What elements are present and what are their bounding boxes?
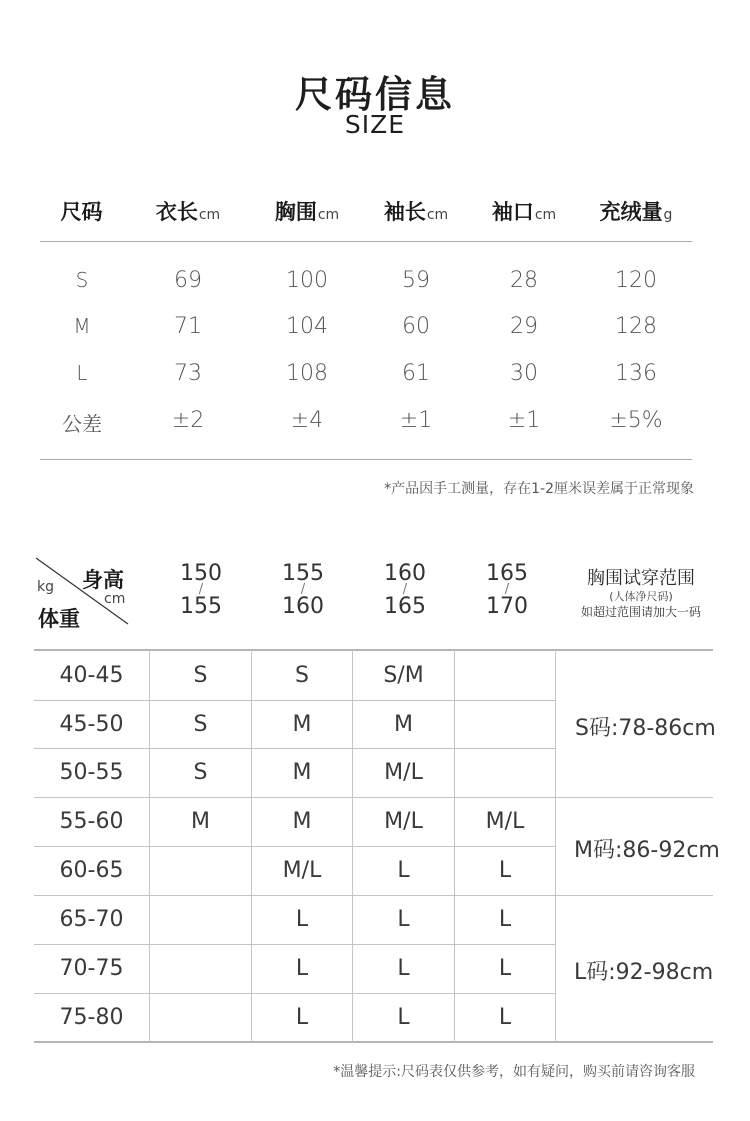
size-cell: M/L [384, 760, 423, 785]
col-header-length: 衣长cm [155, 200, 221, 224]
table-cell: M [73, 314, 91, 338]
col-header-sleeve: 袖长cm [383, 200, 449, 224]
size-table-header [0, 196, 750, 232]
table-cell: 128 [615, 314, 657, 339]
table-cell: ±4 [290, 408, 324, 433]
weight-unit: kg [37, 579, 54, 595]
weight-cell: 60-65 [59, 858, 124, 883]
table-cell: 61 [402, 361, 430, 386]
size-cell: L [295, 907, 309, 932]
weight-cell: 70-75 [59, 956, 124, 981]
table-cell: 69 [174, 268, 202, 293]
size-cell: S [193, 712, 208, 737]
height-col-header: 160 / 165 [384, 561, 426, 619]
divider [40, 241, 692, 242]
chest-range-s: S码:78-86cm [575, 716, 716, 741]
size-cell: S [193, 760, 208, 785]
table-cell: 公差 [62, 412, 102, 436]
table-cell: 29 [510, 314, 538, 339]
weight-cell: 45-50 [59, 712, 124, 737]
measurement-note: *产品因手工测量，存在1-2厘米误差属于正常现象 [384, 481, 694, 497]
col-header-chest: 胸围cm [274, 200, 340, 224]
size-cell: L [498, 907, 512, 932]
table-row [0, 268, 750, 308]
table-row [0, 314, 750, 354]
table-cell: 120 [615, 268, 657, 293]
size-cell: M/L [485, 809, 525, 834]
table-cell: 59 [402, 268, 430, 293]
table-cell: ±1 [507, 408, 541, 433]
grid-top-line [34, 649, 713, 651]
table-cell: ±1 [399, 408, 433, 433]
table-cell: 136 [615, 361, 657, 386]
page-subtitle: SIZE [344, 110, 406, 139]
size-cell: L [498, 1005, 512, 1030]
range-header [565, 568, 717, 620]
size-cell: L [498, 956, 512, 981]
weight-label: 体重 [38, 607, 80, 631]
size-cell: L [295, 1005, 309, 1030]
size-cell: M [292, 809, 312, 834]
weight-cell: 50-55 [59, 760, 124, 785]
size-cell [455, 652, 555, 700]
range-header-sub: (人体净尺码) [609, 590, 673, 603]
table-cell: 60 [402, 314, 430, 339]
size-cell: M/L [282, 858, 322, 883]
weight-cell: 55-60 [59, 809, 124, 834]
size-cell [455, 701, 555, 749]
size-cell: M [191, 809, 210, 834]
height-unit: cm [104, 591, 126, 607]
table-cell: 71 [174, 314, 202, 339]
size-cell: S [295, 663, 309, 688]
size-cell: S/M [383, 663, 424, 688]
page-title: 尺码信息 [295, 73, 455, 116]
range-header-title: 胸围试穿范围 [587, 568, 695, 589]
size-cell: M [394, 712, 413, 737]
table-cell: 100 [286, 268, 328, 293]
size-cell: L [397, 907, 410, 932]
size-cell [455, 749, 555, 797]
table-cell: S [75, 268, 89, 292]
height-label: 身高 [82, 568, 124, 592]
footer-note: *温馨提示:尺码表仅供参考，如有疑问，购买前请咨询客服 [333, 1064, 695, 1080]
chest-range-m: M码:86-92cm [574, 838, 720, 863]
size-cell: L [295, 956, 309, 981]
table-cell: 28 [510, 268, 538, 293]
table-cell: L [76, 361, 88, 385]
table-corner [34, 556, 130, 631]
weight-cell: 75-80 [59, 1005, 124, 1030]
range-header-hint: 如超过范围请加大一码 [580, 605, 701, 619]
size-cell [150, 994, 251, 1042]
table-cell: 108 [286, 361, 328, 386]
size-cell: L [397, 956, 410, 981]
height-col-header: 165 / 170 [486, 561, 528, 619]
size-cell: S [193, 663, 208, 688]
size-cell [150, 847, 251, 895]
size-cell [150, 896, 251, 944]
size-cell: M [292, 760, 312, 785]
table-cell: ±2 [171, 408, 205, 433]
divider [40, 459, 692, 460]
table-row [0, 408, 750, 448]
grid-col-line [555, 650, 556, 1042]
size-cell: M [292, 712, 312, 737]
table-cell: 73 [174, 361, 202, 386]
table-cell: 30 [510, 361, 538, 386]
weight-cell: 40-45 [59, 663, 124, 688]
col-header-cuff: 袖口cm [491, 200, 557, 224]
size-cell [150, 945, 251, 993]
chest-range-l: L码:92-98cm [574, 960, 714, 985]
weight-cell: 65-70 [59, 907, 124, 932]
size-cell: L [498, 858, 512, 883]
height-col-header: 155 / 160 [282, 561, 324, 619]
size-cell: L [397, 1005, 410, 1030]
size-cell: M/L [384, 809, 423, 834]
table-cell: 104 [286, 314, 328, 339]
size-cell: L [397, 858, 410, 883]
col-header-down-fill: 充绒量g [599, 200, 673, 224]
table-row [0, 361, 750, 401]
col-header-size: 尺码 [60, 200, 103, 224]
height-col-header: 150 / 155 [180, 561, 222, 619]
table-cell: ±5% [609, 408, 663, 433]
